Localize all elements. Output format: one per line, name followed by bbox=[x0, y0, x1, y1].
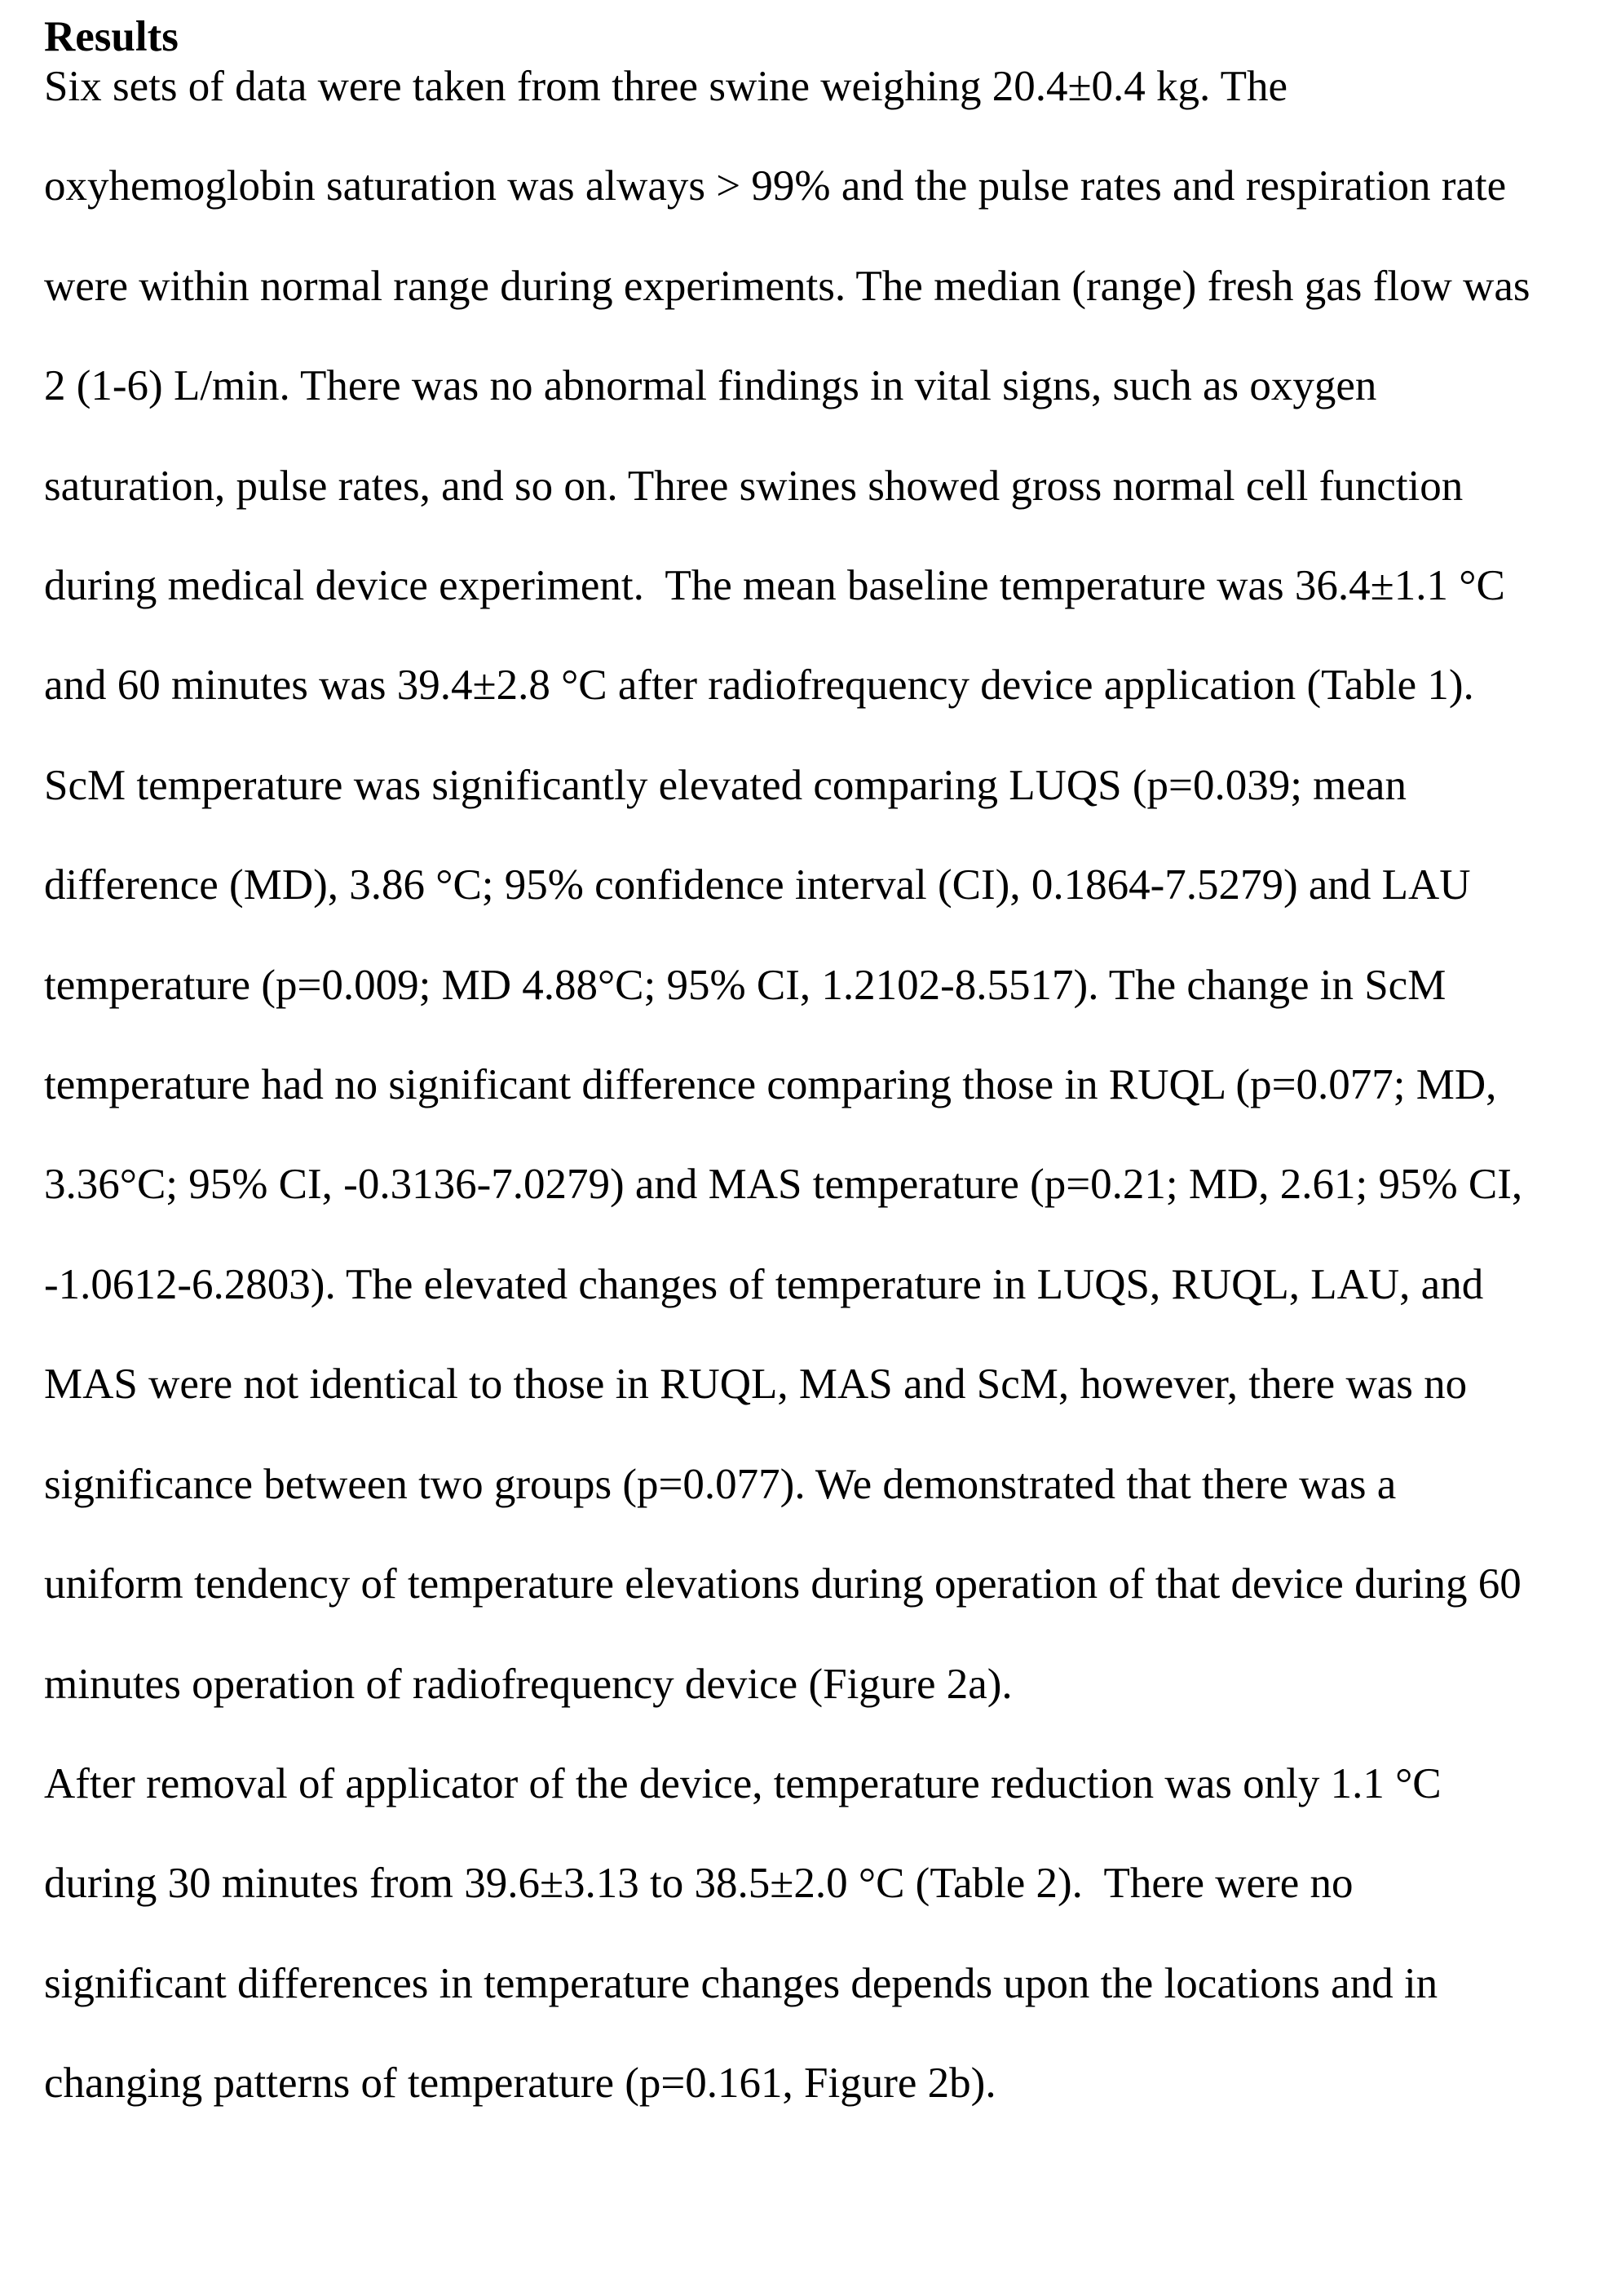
text-line: 3.36°C; 95% CI, -0.3136-7.0279) and MAS temperature (p=0.21; MD, 2.61; 95% CI, bbox=[44, 1161, 1523, 1209]
text-line: Six sets of data were taken from three swine weighing 20.4±0.4 kg. The bbox=[44, 63, 1288, 110]
text-line: saturation, pulse rates, and so on. Three swines showed gross normal cell function bbox=[44, 462, 1464, 510]
text-line: changing patterns of temperature (p=0.161, Figure 2b). bbox=[44, 2059, 996, 2108]
text-line: during medical device experiment. The mean baseline temperature was 36.4±1.1 °C bbox=[44, 562, 1505, 610]
text-line: -1.0612-6.2803). The elevated changes of temperature in LUQS, RUQL, LAU, and bbox=[44, 1260, 1484, 1308]
text-line: minutes operation of radiofrequency device (Figure 2a). bbox=[44, 1660, 1013, 1708]
body-text bbox=[44, 37, 1530, 2134]
text-line: and 60 minutes was 39.4±2.8 °C after radiofrequency device application (Table 1). bbox=[44, 661, 1474, 710]
text-line: temperature had no significant difference comparing those in RUQL (p=0.077; MD, bbox=[44, 1061, 1497, 1109]
text-line: MAS were not identical to those in RUQL, MAS and ScM, however, there was no bbox=[44, 1360, 1468, 1409]
text-line: temperature (p=0.009; MD 4.88°C; 95% CI, 1.2102-8.5517). The change in ScM bbox=[44, 961, 1447, 1009]
text-line: significance between two groups (p=0.077). We demonstrated that there was a bbox=[44, 1460, 1397, 1508]
text-line: After removal of applicator of the device, temperature reduction was only 1.1 °C bbox=[44, 1759, 1442, 1807]
text-line: ScM temperature was significantly elevated comparing LUQS (p=0.039; mean bbox=[44, 761, 1407, 809]
text-line: during 30 minutes from 39.6±3.13 to 38.5±2.0 °C (Table 2). There were no bbox=[44, 1860, 1354, 1908]
results-heading: Results bbox=[44, 13, 179, 60]
text-line: difference (MD), 3.86 °C; 95% confidence interval (CI), 0.1864-7.5279) and LAU bbox=[44, 861, 1471, 909]
text-line: oxyhemoglobin saturation was always > 99% and the pulse rates and respiration rate bbox=[44, 162, 1507, 210]
text-line: 2 (1-6) L/min. There was no abnormal findings in vital signs, such as oxygen bbox=[44, 362, 1377, 410]
text-line: were within normal range during experiments. The median (range) fresh gas flow was bbox=[44, 262, 1530, 310]
text-line: uniform tendency of temperature elevations during operation of that device during 60 bbox=[44, 1560, 1522, 1608]
text-line: significant differences in temperature changes depends upon the locations and in bbox=[44, 1959, 1438, 2007]
